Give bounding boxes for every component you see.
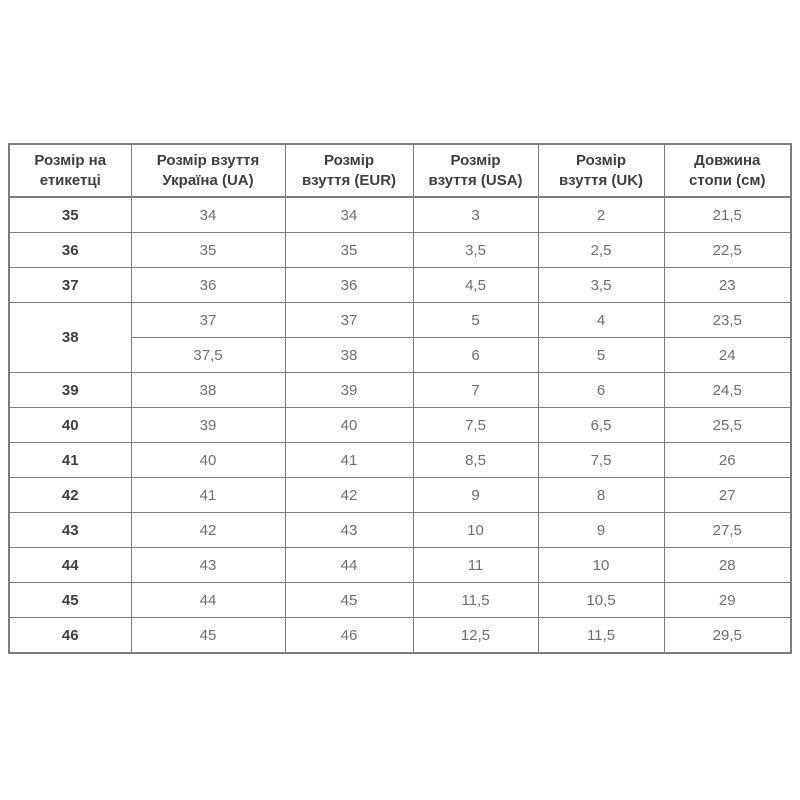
header-cell-eur-size [285,144,413,197]
table-header [9,144,791,197]
size-label-cell: 45 [9,583,131,618]
size-cell: 23 [664,268,791,303]
size-label-cell: 46 [9,618,131,654]
size-cell: 45 [285,583,413,618]
size-cell: 35 [131,233,285,268]
table-body [9,197,791,653]
size-cell: 26 [664,443,791,478]
header-line: взуття (EUR) [301,171,397,189]
size-cell: 25,5 [664,408,791,443]
header-cell-foot-length [664,144,791,197]
table-row [9,548,791,583]
size-cell: 22,5 [664,233,791,268]
size-cell: 39 [131,408,285,443]
header-line: Розмір взуття [156,151,260,169]
header-line: Розмір [575,151,627,169]
size-chart-table [8,143,792,654]
header-line: Розмір на [34,151,107,169]
table-row [9,268,791,303]
size-cell: 37 [285,303,413,338]
header-cell-usa-size [413,144,538,197]
size-cell: 43 [131,548,285,583]
size-cell: 40 [285,408,413,443]
size-cell: 3 [413,197,538,233]
size-cell: 28 [664,548,791,583]
header-line: етикетці [39,171,101,189]
table-row [9,197,791,233]
size-label-cell: 42 [9,478,131,513]
size-cell: 37,5 [131,338,285,373]
size-cell: 3,5 [538,268,664,303]
size-cell: 41 [131,478,285,513]
table-row [9,618,791,654]
size-cell: 29,5 [664,618,791,654]
size-cell: 42 [131,513,285,548]
size-cell: 38 [285,338,413,373]
size-label-cell: 43 [9,513,131,548]
size-cell: 39 [285,373,413,408]
size-cell: 7 [413,373,538,408]
size-cell: 2 [538,197,664,233]
size-cell: 41 [285,443,413,478]
size-cell: 5 [413,303,538,338]
size-label-cell: 44 [9,548,131,583]
size-cell: 10 [538,548,664,583]
table-row [9,478,791,513]
table-row [9,583,791,618]
size-cell: 42 [285,478,413,513]
size-label-cell: 37 [9,268,131,303]
size-cell: 46 [285,618,413,654]
table-row [9,408,791,443]
size-cell: 27,5 [664,513,791,548]
header-line: стопи (см) [688,171,766,189]
size-cell: 6 [413,338,538,373]
size-cell: 35 [285,233,413,268]
table-row [9,443,791,478]
size-cell: 9 [413,478,538,513]
size-cell: 23,5 [664,303,791,338]
size-cell: 21,5 [664,197,791,233]
size-cell: 12,5 [413,618,538,654]
size-cell: 27 [664,478,791,513]
size-label-cell: 38 [9,303,131,373]
size-cell: 6,5 [538,408,664,443]
size-label-cell: 35 [9,197,131,233]
header-line: Україна (UA) [162,171,254,189]
header-cell-uk-size [538,144,664,197]
size-cell: 10 [413,513,538,548]
size-cell: 6 [538,373,664,408]
size-cell: 29 [664,583,791,618]
header-line: Розмір [323,151,375,169]
size-cell: 4,5 [413,268,538,303]
size-cell: 44 [285,548,413,583]
size-cell: 37 [131,303,285,338]
header-line: взуття (USA) [428,171,523,189]
table-row [9,373,791,408]
table-row [9,233,791,268]
header-line: взуття (UK) [558,171,644,189]
size-chart-container [8,143,790,654]
size-cell: 11 [413,548,538,583]
size-cell: 8,5 [413,443,538,478]
size-label-cell: 40 [9,408,131,443]
size-cell: 10,5 [538,583,664,618]
size-cell: 24,5 [664,373,791,408]
header-line: Довжина [694,151,761,169]
header-cell-label-size [9,144,131,197]
size-label-cell: 41 [9,443,131,478]
size-cell: 34 [285,197,413,233]
size-cell: 5 [538,338,664,373]
size-label-cell: 36 [9,233,131,268]
size-cell: 38 [131,373,285,408]
size-label-cell: 39 [9,373,131,408]
size-cell: 40 [131,443,285,478]
size-cell: 7,5 [413,408,538,443]
table-row [9,303,791,338]
size-cell: 43 [285,513,413,548]
size-cell: 36 [131,268,285,303]
size-cell: 4 [538,303,664,338]
size-cell: 7,5 [538,443,664,478]
size-cell: 36 [285,268,413,303]
header-line: Розмір [450,151,501,169]
size-cell: 45 [131,618,285,654]
size-cell: 11,5 [413,583,538,618]
size-cell: 24 [664,338,791,373]
header-row [9,144,791,197]
size-cell: 2,5 [538,233,664,268]
table-row [9,513,791,548]
size-cell: 9 [538,513,664,548]
header-cell-ua-size [131,144,285,197]
size-cell: 11,5 [538,618,664,654]
size-cell: 44 [131,583,285,618]
size-cell: 34 [131,197,285,233]
size-cell: 3,5 [413,233,538,268]
size-cell: 8 [538,478,664,513]
